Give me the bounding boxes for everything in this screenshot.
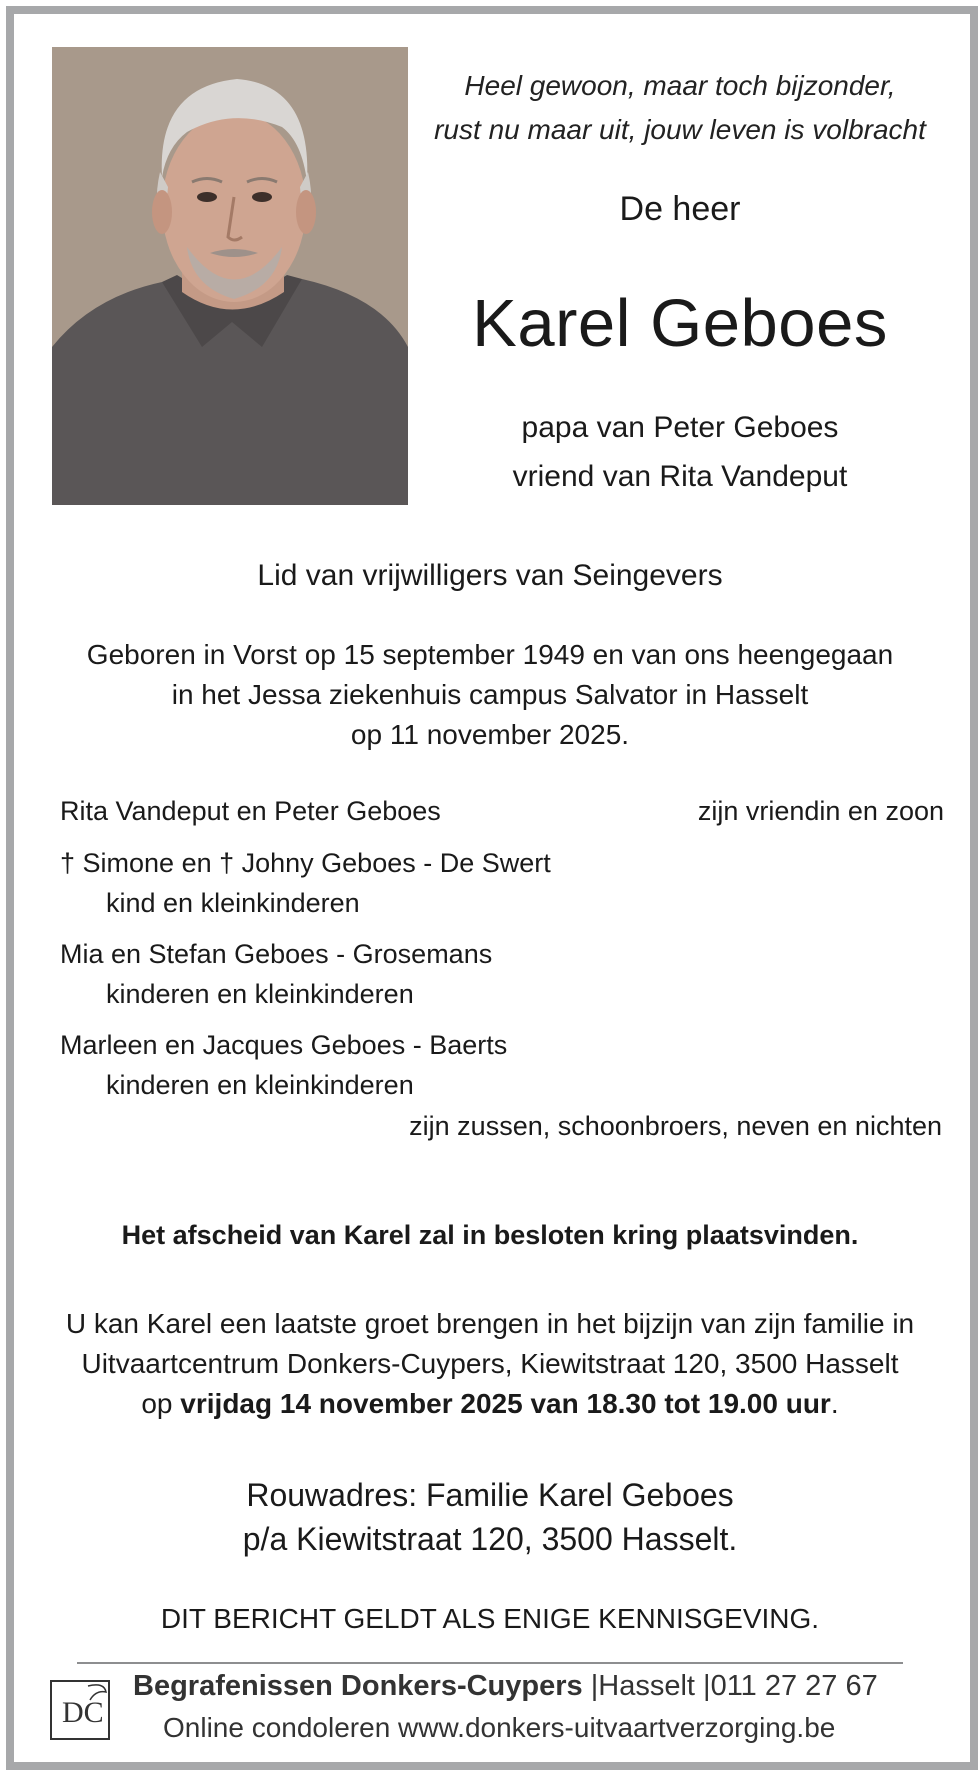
visitation-info <box>0 1304 980 1424</box>
relation-line-2: vriend van Rita Vandeput <box>512 460 848 493</box>
family-row-2-sub: kind en kleinkinderen <box>106 888 360 918</box>
family-row-4-name: Marleen en Jacques Geboes - Baerts <box>60 1030 508 1060</box>
visit-prefix: op <box>141 1388 173 1419</box>
visit-line-3 <box>0 1384 980 1424</box>
notice-statement: DIT BERICHT GELDT ALS ENIGE KENNISGEVING. <box>160 1603 820 1634</box>
birth-line-2: in het Jessa ziekenhuis campus Salvator in Hasselt <box>171 679 809 710</box>
relations <box>430 403 930 501</box>
family-row-1-relation: zijn vriendin en zoon <box>697 796 944 826</box>
birth-line-1: Geboren in Vorst op 15 september 1949 en van ons heengegaan <box>86 639 894 670</box>
memorial-quote <box>430 64 930 152</box>
funeral-home-info <box>133 1670 878 1703</box>
portrait-photo <box>52 47 408 505</box>
footer-separator-1: | <box>590 1670 599 1702</box>
mourning-address <box>0 1473 980 1561</box>
visit-line-1: U kan Karel een laatste groet brengen in het bijzijn van zijn familie in <box>65 1308 915 1339</box>
visit-line-2: Uitvaartcentrum Donkers-Cuypers, Kiewitstraat 120, 3500 Hasselt <box>81 1348 899 1379</box>
funeral-home-name: Begrafenissen Donkers-Cuypers <box>133 1670 583 1702</box>
family-closing: zijn zussen, schoonbroers, neven en nichten <box>409 1111 942 1141</box>
logo-letters: DC <box>62 1696 104 1729</box>
deceased-name: Karel Geboes <box>472 286 888 361</box>
family-row-1-name: Rita Vandeput en Peter Geboes <box>60 796 441 826</box>
birth-death-info <box>0 635 980 755</box>
quote-line-2: rust nu maar uit, jouw leven is volbracht <box>434 114 926 145</box>
funeral-home-logo <box>50 1680 110 1740</box>
family-row-4-sub: kinderen en kleinkinderen <box>106 1070 414 1100</box>
relation-line-1: papa van Peter Geboes <box>521 411 839 444</box>
farewell-statement: Het afscheid van Karel zal in besloten kring plaatsvinden. <box>121 1220 859 1250</box>
funeral-home-city: Hasselt <box>598 1670 695 1702</box>
visit-suffix: . <box>830 1388 839 1419</box>
family-row-2-name: † Simone en † Johny Geboes - De Swert <box>60 848 551 878</box>
online-condolence: Online condoleren www.donkers-uitvaartverzorging.be <box>163 1712 836 1743</box>
family-row-3-sub: kinderen en kleinkinderen <box>106 979 414 1009</box>
membership-line: Lid van vrijwilligers van Seingevers <box>257 559 723 592</box>
address-line-2: p/a Kiewitstraat 120, 3500 Hasselt. <box>242 1521 738 1557</box>
family-row-3-name: Mia en Stefan Geboes - Grosemans <box>60 939 493 969</box>
footer-separator-2: | <box>703 1670 711 1702</box>
address-line-1: Rouwadres: Familie Karel Geboes <box>246 1477 734 1513</box>
honorific: De heer <box>619 190 741 228</box>
birth-line-3: op 11 november 2025. <box>350 719 630 750</box>
funeral-home-phone: 011 27 27 67 <box>710 1670 878 1702</box>
quote-line-1: Heel gewoon, maar toch bijzonder, <box>464 70 896 101</box>
footer-divider <box>77 1662 903 1664</box>
visit-datetime: vrijdag 14 november 2025 van 18.30 tot 19.00 uur <box>180 1388 831 1419</box>
